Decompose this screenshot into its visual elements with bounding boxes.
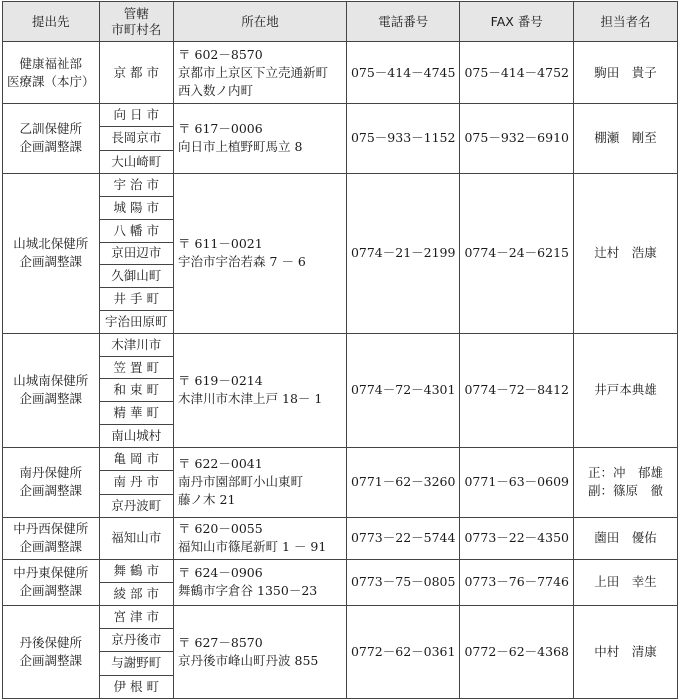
fax-cell: 0771－63－0609 [460, 447, 574, 517]
office-cell: 乙訓保健所 企画調整課 [3, 104, 100, 174]
office-cell: 山城南保健所 企画調整課 [3, 333, 100, 447]
phone-cell: 075－414－4745 [346, 42, 460, 104]
address-cell: 〒 617－0006 向日市上植野町馬立 8 [174, 104, 347, 174]
person-cell: 辻村 浩康 [574, 173, 678, 333]
table-row [3, 42, 678, 104]
fax-cell: 0774－24－6215 [460, 173, 574, 333]
office-cell: 中丹西保健所 企画調整課 [3, 517, 100, 559]
office-cell: 南丹保健所 企画調整課 [3, 447, 100, 517]
municipality-cell: 大山崎町 [99, 150, 174, 173]
phone-cell: 0773－75－0805 [346, 559, 460, 605]
municipality-cell: 宮 津 市 [99, 605, 174, 628]
fax-cell: 0774－72－8412 [460, 333, 574, 447]
office-cell: 健康福祉部 医療課（本庁） [3, 42, 100, 104]
header-municipality: 管轄 市町村名 [99, 2, 174, 42]
person-cell: 井戸本典雄 [574, 333, 678, 447]
phone-cell: 0774－72－4301 [346, 333, 460, 447]
phone-cell: 0773－22－5744 [346, 517, 460, 559]
address-cell: 〒 602－8570 京都市上京区下立売通新町 西入数ノ内町 [174, 42, 347, 104]
municipality-cell: 綾 部 市 [99, 582, 174, 605]
fax-cell: 075－414－4752 [460, 42, 574, 104]
person-cell: 棚瀬 剛至 [574, 104, 678, 174]
municipality-cell: 長岡京市 [99, 127, 174, 150]
address-cell: 〒 619－0214 木津川市木津上戸 18－ 1 [174, 333, 347, 447]
person-cell: 薗田 優佑 [574, 517, 678, 559]
municipality-cell: 笠 置 町 [99, 356, 174, 379]
municipality-cell: 宇治田原町 [99, 311, 174, 334]
address-cell: 〒 611－0021 宇治市宇治若森 7 － 6 [174, 173, 347, 333]
municipality-cell: 南山城村 [99, 425, 174, 448]
municipality-cell: 和 束 町 [99, 379, 174, 402]
header-phone: 電話番号 [346, 2, 460, 42]
table-row [3, 104, 678, 127]
table-row [3, 173, 678, 196]
municipality-cell: 京 都 市 [99, 42, 174, 104]
person-cell: 上田 幸生 [574, 559, 678, 605]
address-cell: 〒 627－8570 京丹後市峰山町丹波 855 [174, 605, 347, 698]
office-cell: 丹後保健所 企画調整課 [3, 605, 100, 698]
municipality-cell: 八 幡 市 [99, 219, 174, 242]
municipality-cell: 精 華 町 [99, 402, 174, 425]
header-office: 提出先 [3, 2, 100, 42]
office-cell: 山城北保健所 企画調整課 [3, 173, 100, 333]
phone-cell: 0772－62－0361 [346, 605, 460, 698]
municipality-cell: 木津川市 [99, 333, 174, 356]
table-row [3, 517, 678, 559]
table-row [3, 333, 678, 356]
municipality-cell: 井 手 町 [99, 288, 174, 311]
address-cell: 〒 624－0906 舞鶴市字倉谷 1350－23 [174, 559, 347, 605]
person-cell: 中村 清康 [574, 605, 678, 698]
municipality-cell: 京丹波町 [99, 494, 174, 517]
fax-cell: 0772－62－4368 [460, 605, 574, 698]
phone-cell: 0774－21－2199 [346, 173, 460, 333]
municipality-cell: 福知山市 [99, 517, 174, 559]
header-address: 所在地 [174, 2, 347, 42]
table-body [3, 42, 678, 699]
table-row [3, 559, 678, 582]
header-row [3, 2, 678, 42]
person-cell: 正：冲 郁雄 副：篠原 徹 [574, 447, 678, 517]
fax-cell: 0773－22－4350 [460, 517, 574, 559]
address-cell: 〒 622－0041 南丹市園部町小山東町 藤ノ木 21 [174, 447, 347, 517]
municipality-cell: 向 日 市 [99, 104, 174, 127]
office-cell: 中丹東保健所 企画調整課 [3, 559, 100, 605]
table-row [3, 447, 678, 470]
table-row [3, 605, 678, 628]
municipality-cell: 城 陽 市 [99, 196, 174, 219]
person-cell: 駒田 貴子 [574, 42, 678, 104]
municipality-cell: 伊 根 町 [99, 675, 174, 698]
phone-cell: 075－933－1152 [346, 104, 460, 174]
municipality-cell: 舞 鶴 市 [99, 559, 174, 582]
municipality-cell: 京田辺市 [99, 242, 174, 265]
municipality-cell: 久御山町 [99, 265, 174, 288]
fax-cell: 075－932－6910 [460, 104, 574, 174]
contact-table [2, 1, 678, 699]
municipality-cell: 南 丹 市 [99, 471, 174, 494]
phone-cell: 0771－62－3260 [346, 447, 460, 517]
municipality-cell: 与謝野町 [99, 652, 174, 675]
address-cell: 〒 620－0055 福知山市篠尾新町 1 － 91 [174, 517, 347, 559]
header-fax: FAX 番号 [460, 2, 574, 42]
municipality-cell: 宇 治 市 [99, 173, 174, 196]
fax-cell: 0773－76－7746 [460, 559, 574, 605]
header-person: 担当者名 [574, 2, 678, 42]
municipality-cell: 京丹後市 [99, 629, 174, 652]
municipality-cell: 亀 岡 市 [99, 447, 174, 470]
